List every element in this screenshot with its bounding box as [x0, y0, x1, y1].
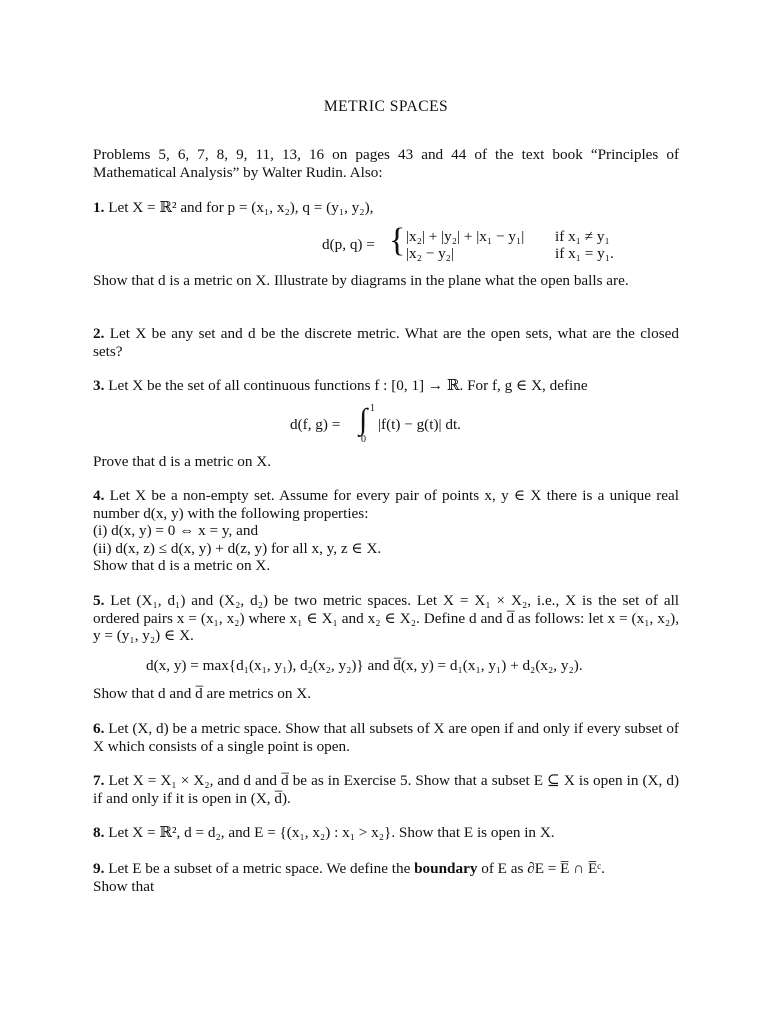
problem-text: Let X be a non-empty set. Assume for every pair of points x, y ∈ X there is a unique real number d(x, y) with the following properties:: [93, 487, 679, 522]
problem-number: 7.: [93, 772, 105, 789]
property-ii: (ii) d(x, z) ≤ d(x, y) + d(z, y) for all x, y, z ∈ X.: [93, 539, 382, 557]
case-1-condition: if x₁ ≠ y₁: [555, 228, 610, 245]
integrand: |f(t) − g(t)| dt.: [378, 416, 461, 433]
problem-5-followup: Show that d and d̅ are metrics on X.: [93, 685, 312, 702]
case-2-condition: if x₁ = y₁.: [555, 245, 614, 262]
problem-number: 4.: [93, 487, 105, 504]
problem-5: [93, 592, 679, 645]
problem-number: 6.: [93, 720, 105, 737]
problem-text: Let X be any set and d be the discrete metric. What are the open sets, what are the closed sets?: [93, 325, 679, 360]
problem-number: 9.: [93, 860, 105, 877]
problem-text: Let (X, d) be a metric space. Show that all subsets of X are open if and only if every subset of X which consists of a single point is open.: [93, 720, 679, 755]
max-metric: d(x, y) = max{d₁(x₁, y₁), d₂(x₂, y₂)}: [146, 657, 364, 674]
integral-upper-limit: 1: [370, 403, 375, 414]
problem-9-followup: Show that: [93, 877, 155, 895]
page-title: METRIC SPACES: [323, 98, 449, 115]
problem-9: [93, 860, 679, 895]
problem-text-cont: of E as ∂E = E̅ ∩ E̅ᶜ.: [481, 860, 605, 877]
problem-text: Let (X₁, d₁) and (X₂, d₂) be two metric spaces. Let X = X₁ × X₂, i.e., X is the set of all ordered pairs x = (x₁, x₂) where x₁ ∈ X₁ and x₂ ∈ X₂. Define d and d̅ as follows: let x = (x₁, x₂), y = (y₁, y₂) ∈ X.: [93, 592, 680, 644]
problem-4: [93, 487, 679, 575]
problem-3-followup: Prove that d is a metric on X.: [93, 453, 271, 470]
problem-text: Let X be the set of all continuous functions f : [0, 1] → ℝ. For f, g ∈ X, define: [108, 377, 588, 394]
problem-4-followup: Show that d is a metric on X.: [93, 557, 271, 574]
problem-3: [93, 377, 679, 395]
problem-number: 3.: [93, 377, 105, 394]
case-2-expression: |x₂ − y₂|: [406, 245, 455, 262]
integral-sign: ∫: [359, 403, 368, 436]
integral-lhs: d(f, g) =: [290, 416, 341, 433]
problem-number: 5.: [93, 592, 105, 609]
problem-2: [93, 325, 679, 360]
boundary-term: boundary: [414, 860, 478, 877]
problem-text: Let X = X₁ × X₂, and d and d̅ be as in Exercise 5. Show that a subset E ⊆ X is open in (X, d) if and only if it is open in (X, d̅).: [93, 772, 680, 807]
problem-7: [93, 772, 679, 807]
integral-lower-limit: 0: [361, 434, 366, 445]
problem-1-followup: Show that d is a metric on X. Illustrate by diagrams in the plane what the open balls are.: [93, 272, 629, 289]
problem-text: Let E be a subset of a metric space. We define the: [108, 860, 411, 877]
metric-lhs: d(p, q) =: [322, 236, 375, 253]
problem-6: [93, 720, 679, 755]
problem-number: 1.: [93, 199, 105, 216]
problem-text: Let X = ℝ² and for p = (x₁, x₂), q = (y₁, y₂),: [108, 199, 374, 216]
sum-metric: d̅(x, y) = d₁(x₁, y₁) + d₂(x₂, y₂).: [393, 657, 583, 674]
problem-text: Let X = ℝ², d = d₂, and E = {(x₁, x₂) : x₁ > x₂}. Show that E is open in X.: [108, 824, 555, 841]
property-i: (i) d(x, y) = 0 ⇔ x = y, and: [93, 522, 259, 539]
case-1-expression: |x₂| + |y₂| + |x₁ − y₁|: [406, 228, 525, 245]
and-word: and: [367, 657, 390, 674]
intro-paragraph: Problems 5, 6, 7, 8, 9, 11, 13, 16 on pages 43 and 44 of the text book “Principles of Mathematical Analysis” by Walter Rudin. Also:: [93, 146, 679, 181]
problem-number: 2.: [93, 325, 105, 342]
problem-number: 8.: [93, 824, 105, 841]
problem-8: [93, 824, 679, 842]
product-metrics-display: [146, 657, 583, 675]
problem-1: [93, 199, 679, 217]
brace-symbol: {: [389, 222, 406, 259]
